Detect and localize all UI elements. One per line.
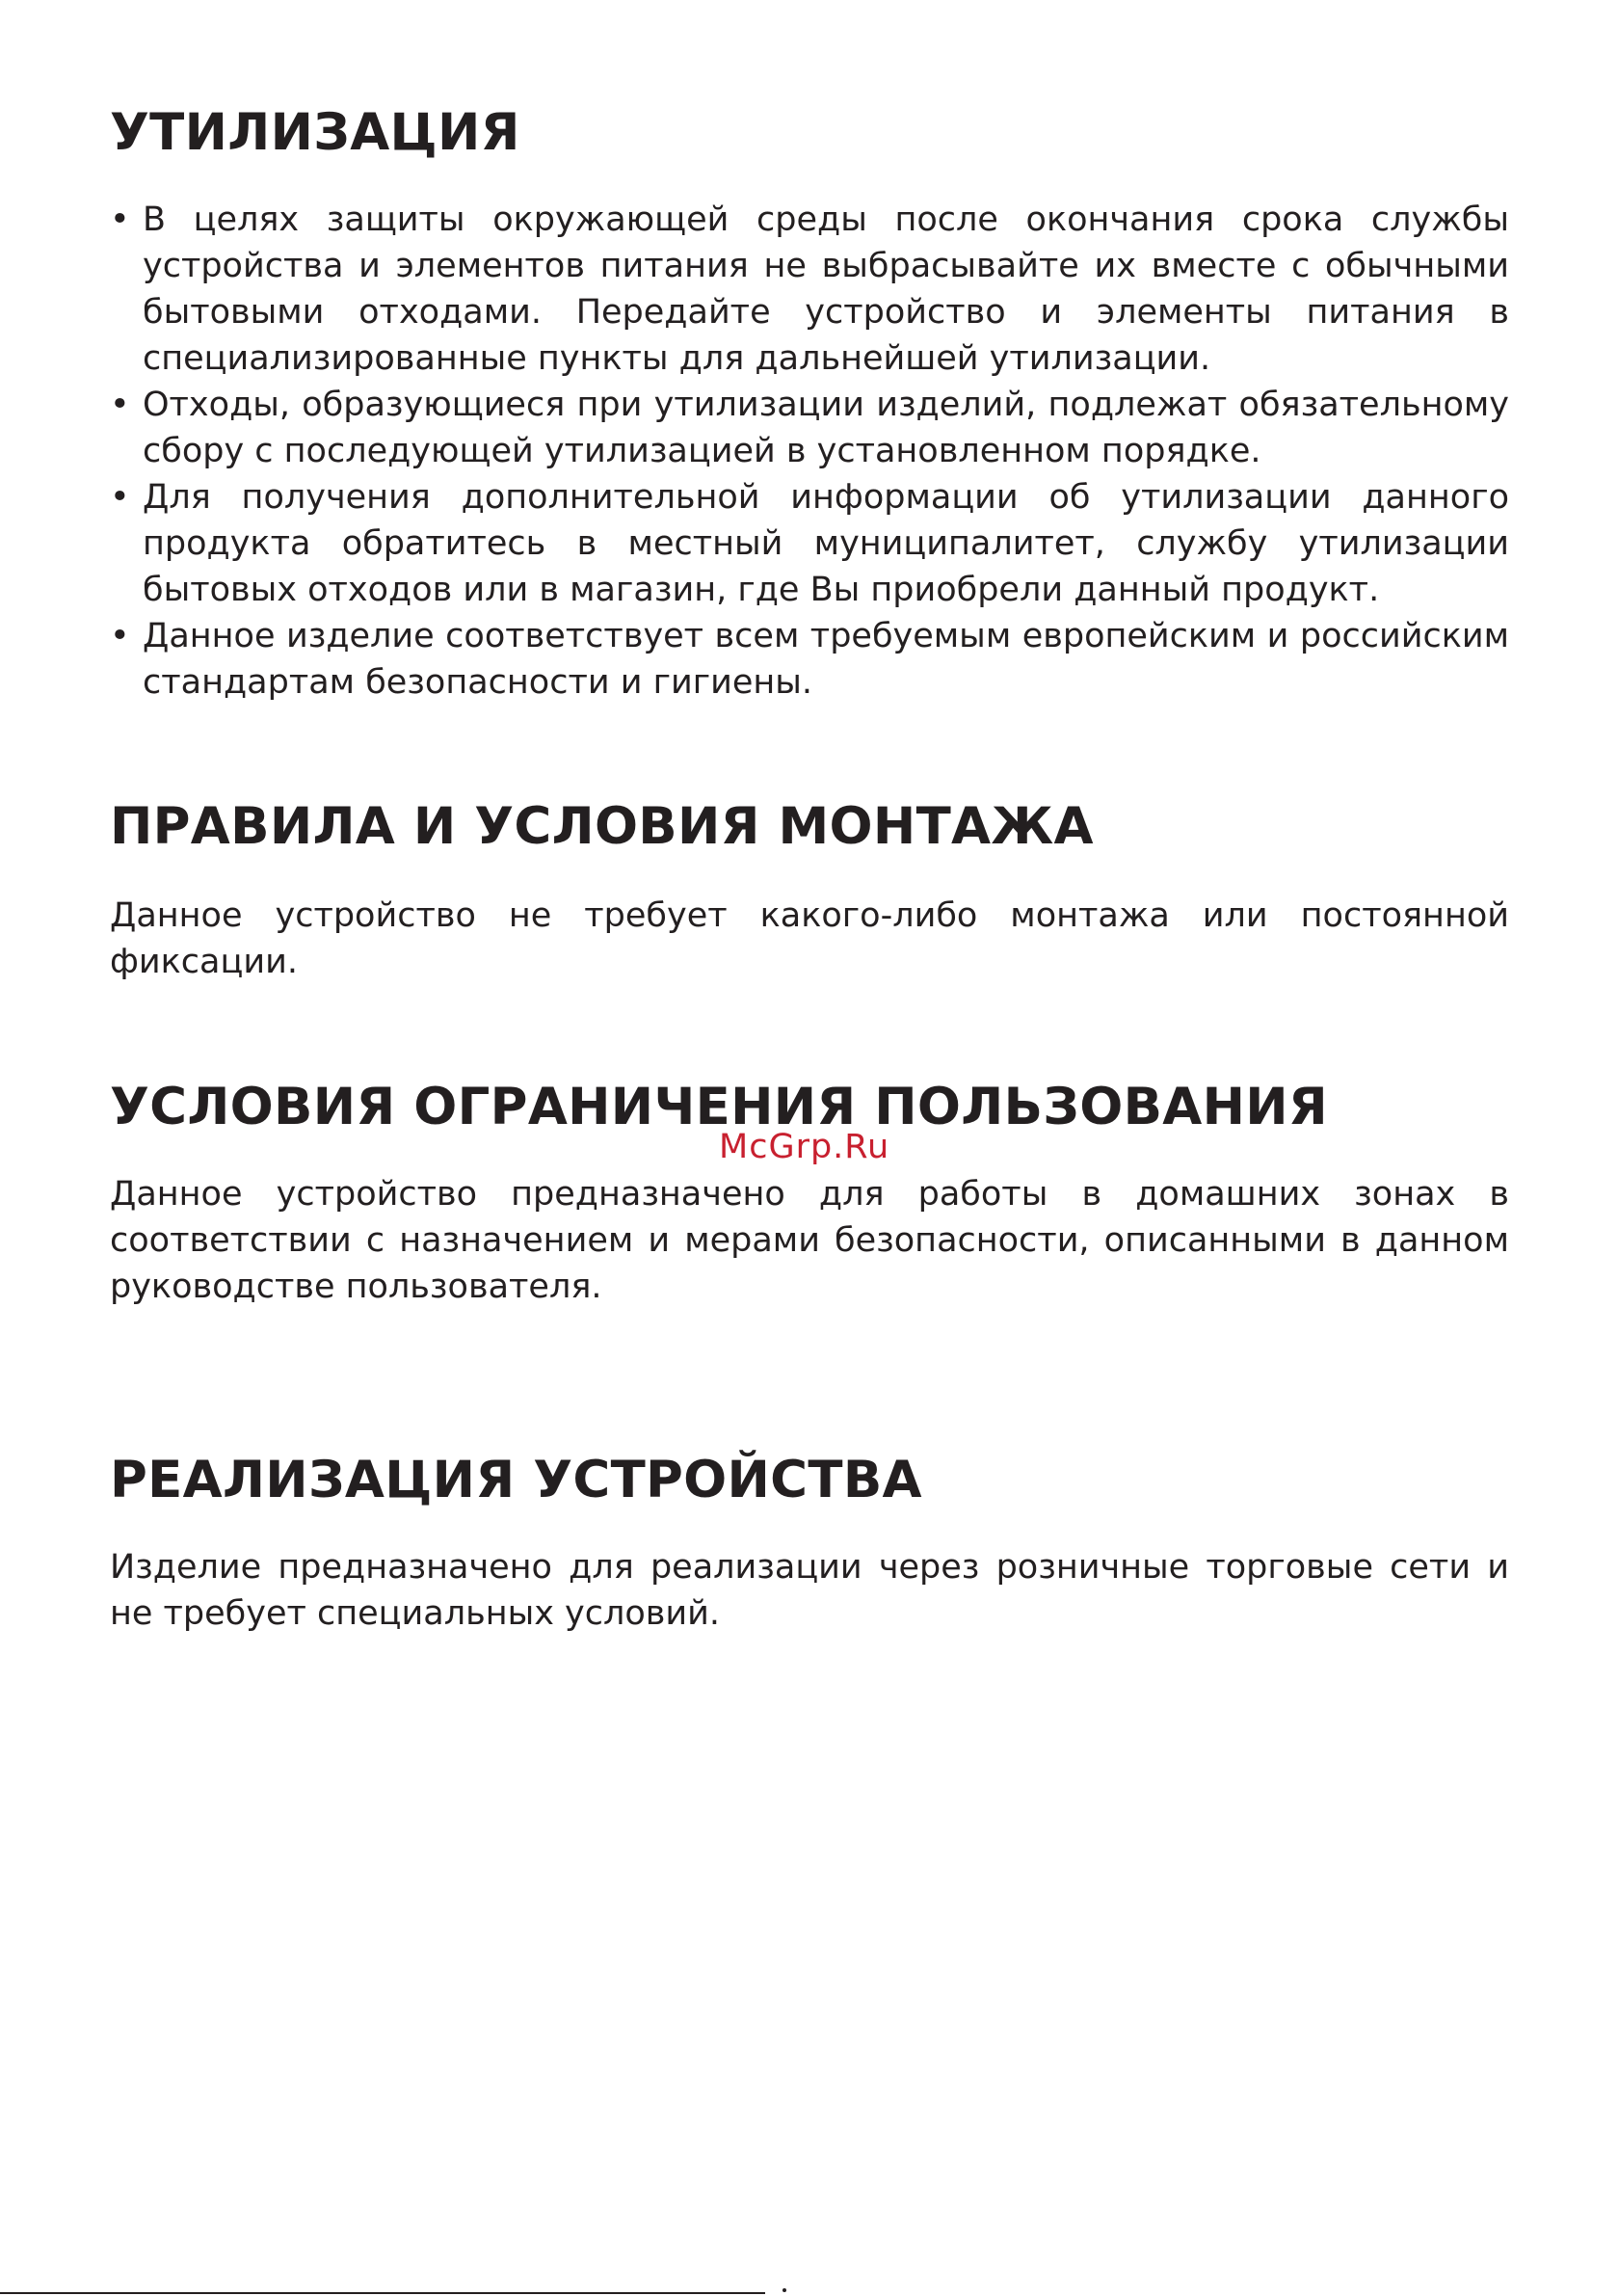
list-item [110, 197, 1509, 382]
list-item [110, 613, 1509, 706]
utilization-bullet-list [110, 197, 1509, 706]
section-title-usage-limits: УСЛОВИЯ ОГРАНИЧЕНИЯ ПОЛЬЗОВАНИЯ [110, 1078, 1329, 1136]
footer-dot [782, 2288, 786, 2292]
watermark-text: McGrp.Ru [719, 1128, 890, 1166]
bullet-marker: • [110, 617, 130, 655]
list-item [110, 382, 1509, 474]
section-title-installation: ПРАВИЛА И УСЛОВИЯ МОНТАЖА [110, 797, 1094, 856]
sales-paragraph: Изделие предназначено для реализации через розничные торговые сети и не требует специальных условий. [110, 1548, 1509, 1633]
bullet-marker: • [110, 386, 130, 424]
section-title-sales: РЕАЛИЗАЦИЯ УСТРОЙСТВА [110, 1451, 922, 1509]
bullet-text: В целях защиты окружающей среды после окончания срока службы устройства и элементов питания не выбрасывайте их вместе с обычными бытовыми отходами. Передайте устройство и элементы питания в специализированные пункты для дальнейшей утилизации. [143, 200, 1509, 378]
bullet-marker: • [110, 200, 130, 239]
bullet-marker: • [110, 478, 130, 517]
bullet-text: Данное изделие соответствует всем требуемым европейским и российским стандартам безопасности и гигиены. [143, 617, 1509, 702]
section-title-utilization: УТИЛИЗАЦИЯ [110, 103, 520, 162]
list-item [110, 474, 1509, 613]
bullet-text: Отходы, образующиеся при утилизации изделий, подлежат обязательному сбору с последующей утилизацией в установленном порядке. [143, 386, 1509, 470]
bullet-text: Для получения дополнительной информации об утилизации данного продукта обратитесь в местный муниципалитет, службу утилизации бытовых отходов или в магазин, где Вы приобрели данный продукт. [143, 478, 1509, 609]
usage-limits-paragraph: Данное устройство предназначено для работы в домашних зонах в соответствии с назначением и мерами безопасности, описанными в данном руководстве пользователя. [110, 1175, 1509, 1306]
installation-paragraph: Данное устройство не требует какого-либо монтажа или постоянной фиксации. [110, 896, 1509, 981]
footer-divider [0, 2292, 765, 2294]
